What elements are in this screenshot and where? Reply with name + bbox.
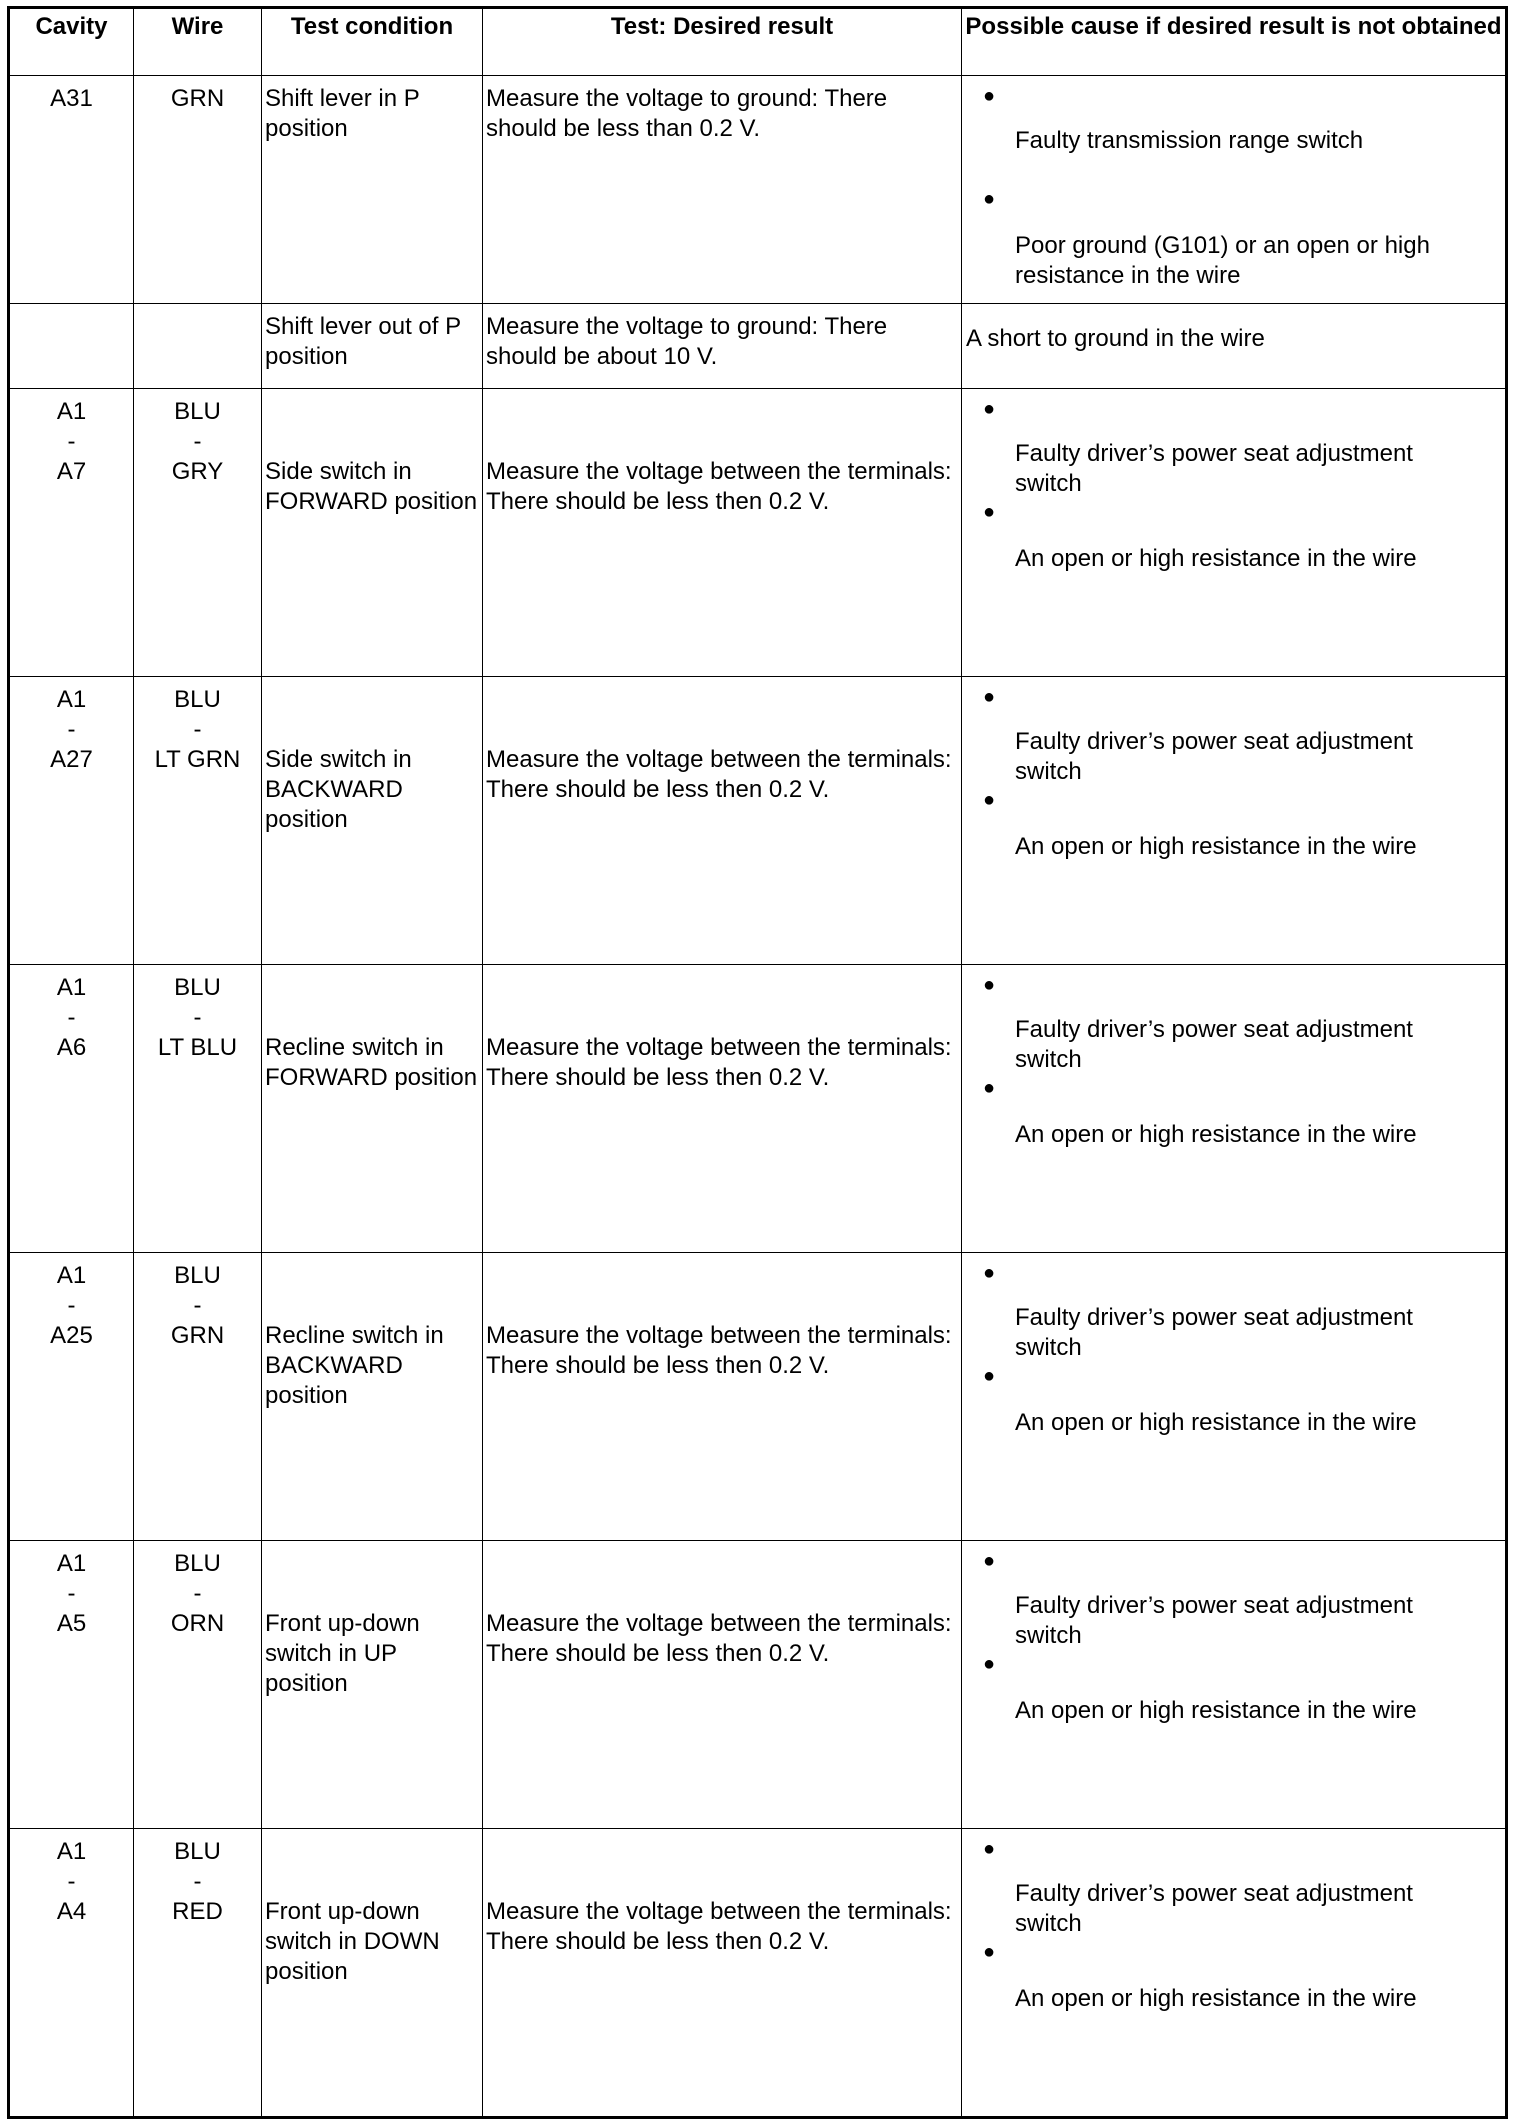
possible-cause-cell [962, 389, 1507, 677]
desired-result-line: Measure the voltage between the terminals: [486, 458, 952, 485]
test-condition-cell: Shift lever out of P position [262, 304, 483, 389]
cavity-cell [9, 76, 134, 304]
desired-result-line: Measure the voltage to ground: There should be less than 0.2 V. [486, 85, 888, 142]
desired-result-cell [483, 76, 962, 304]
table-row [9, 965, 1507, 1253]
table-row [9, 1541, 1507, 1829]
desired-result-line: Measure the voltage between the terminals: [486, 1322, 952, 1349]
wire-value: GRN [170, 85, 225, 112]
wire-cell [134, 677, 262, 965]
bullet-icon: ● [983, 1550, 996, 1572]
test-condition-cell: Recline switch in BACKWARD position [262, 1253, 483, 1541]
bullet-icon: ● [983, 398, 996, 420]
wire-cell [134, 1253, 262, 1541]
cavity-value: A7 [56, 458, 87, 485]
table-row [9, 1253, 1507, 1541]
bullet-icon: ● [983, 501, 996, 523]
cavity-value: - [67, 1292, 76, 1319]
cavity-value: A1 [56, 1262, 87, 1289]
cavity-cell [9, 1253, 134, 1541]
bullet-icon: ● [983, 789, 996, 811]
wire-value: - [193, 1868, 202, 1895]
test-condition-cell: Shift lever in P position [262, 76, 483, 304]
test-condition-cell: Front up-down switch in UP position [262, 1541, 483, 1829]
header-row [9, 8, 1507, 76]
wire-cell [134, 965, 262, 1253]
wire-value: - [193, 428, 202, 455]
table-row [9, 1829, 1507, 2118]
wire-value: GRY [171, 458, 224, 485]
desired-result-line: Measure the voltage to ground: There should be about 10 V. [486, 313, 888, 370]
table-body [9, 76, 1507, 2118]
wire-cell [134, 1829, 262, 2118]
cavity-value: A31 [50, 85, 93, 112]
header-possible-cause: Possible cause if desired result is not obtained [962, 8, 1507, 76]
desired-result-cell [483, 304, 962, 389]
header-cavity: Cavity [9, 8, 134, 76]
wire-cell [134, 76, 262, 304]
possible-cause-item: Poor ground (G101) or an open or high resistance in the wire [1015, 232, 1430, 289]
desired-result-cell [483, 677, 962, 965]
desired-result-line: There should be less then 0.2 V. [486, 1928, 830, 1955]
table-row [9, 677, 1507, 965]
desired-result-cell [483, 389, 962, 677]
test-condition-cell: Front up-down switch in DOWN position [262, 1829, 483, 2118]
desired-result-line: Measure the voltage between the terminals: [486, 746, 952, 773]
header-test-condition: Test condition [262, 8, 483, 76]
bullet-icon: ● [983, 188, 996, 210]
header-desired-result: Test: Desired result [483, 8, 962, 76]
cavity-cell [9, 389, 134, 677]
wire-value: RED [172, 1898, 223, 1925]
desired-result-line: There should be less then 0.2 V. [486, 1640, 830, 1667]
cavity-value: - [67, 716, 76, 743]
possible-cause-item: Faulty driver’s power seat adjustment switch [1015, 440, 1413, 497]
possible-cause-cell [962, 1253, 1507, 1541]
wire-cell [134, 1541, 262, 1829]
table-row [9, 389, 1507, 677]
possible-cause-item: An open or high resistance in the wire [1015, 833, 1417, 860]
cavity-cell [9, 304, 134, 389]
cavity-value: A1 [56, 1550, 87, 1577]
cavity-value: A27 [50, 746, 93, 773]
possible-cause-item: An open or high resistance in the wire [1015, 1121, 1417, 1148]
possible-cause-item: Faulty driver’s power seat adjustment switch [1015, 1592, 1413, 1649]
cavity-value: A1 [56, 398, 87, 425]
wire-value: ORN [170, 1610, 225, 1637]
wire-cell [134, 304, 262, 389]
cavity-value: - [67, 1580, 76, 1607]
desired-result-cell [483, 1253, 962, 1541]
possible-cause-item: An open or high resistance in the wire [1015, 1985, 1417, 2012]
wire-value: BLU [174, 686, 221, 713]
wire-value: - [193, 1292, 202, 1319]
desired-result-line: Measure the voltage between the terminals: [486, 1610, 952, 1637]
desired-result-line: Measure the voltage between the terminals: [486, 1034, 952, 1061]
bullet-icon: ● [983, 1262, 996, 1284]
wire-value: BLU [174, 1262, 221, 1289]
table-row [9, 304, 1507, 389]
cavity-value: A1 [56, 974, 87, 1001]
test-condition-cell: Recline switch in FORWARD position [262, 965, 483, 1253]
bullet-icon: ● [983, 1077, 996, 1099]
test-table [7, 6, 1508, 2119]
desired-result-cell [483, 1541, 962, 1829]
wire-value: BLU [174, 1838, 221, 1865]
possible-cause-item: An open or high resistance in the wire [1015, 1697, 1417, 1724]
cavity-value: - [67, 1004, 76, 1031]
wire-value: - [193, 1004, 202, 1031]
header-wire: Wire [134, 8, 262, 76]
possible-cause-cell: A short to ground in the wire [962, 304, 1507, 389]
cavity-cell [9, 1829, 134, 2118]
cavity-value: A6 [56, 1034, 87, 1061]
desired-result-line: There should be less then 0.2 V. [486, 776, 830, 803]
cavity-value: A25 [50, 1322, 93, 1349]
bullet-icon: ● [983, 85, 996, 107]
wire-value: GRN [170, 1322, 225, 1349]
possible-cause-cell [962, 677, 1507, 965]
possible-cause-item: Faulty driver’s power seat adjustment switch [1015, 1304, 1413, 1361]
wire-value: LT GRN [154, 746, 241, 773]
desired-result-cell [483, 1829, 962, 2118]
wire-cell [134, 389, 262, 677]
bullet-icon: ● [983, 1365, 996, 1387]
bullet-icon: ● [983, 1838, 996, 1860]
cavity-cell [9, 677, 134, 965]
cavity-value: A5 [56, 1610, 87, 1637]
test-condition-cell: Side switch in BACKWARD position [262, 677, 483, 965]
table-row [9, 76, 1507, 304]
bullet-icon: ● [983, 1653, 996, 1675]
desired-result-line: There should be less then 0.2 V. [486, 1352, 830, 1379]
wire-value: - [193, 716, 202, 743]
test-condition-cell: Side switch in FORWARD position [262, 389, 483, 677]
possible-cause-cell [962, 1829, 1507, 2118]
desired-result-line: There should be less then 0.2 V. [486, 1064, 830, 1091]
possible-cause-cell [962, 965, 1507, 1253]
bullet-icon: ● [983, 1941, 996, 1963]
bullet-icon: ● [983, 686, 996, 708]
cavity-value: - [67, 428, 76, 455]
possible-cause-item: An open or high resistance in the wire [1015, 545, 1417, 572]
possible-cause-item: Faulty transmission range switch [1015, 127, 1364, 154]
desired-result-line: Measure the voltage between the terminals: [486, 1898, 952, 1925]
wire-value: BLU [174, 398, 221, 425]
possible-cause-item: Faulty driver’s power seat adjustment switch [1015, 1016, 1413, 1073]
cavity-cell [9, 965, 134, 1253]
cavity-value: A4 [56, 1898, 87, 1925]
possible-cause-item: Faulty driver’s power seat adjustment switch [1015, 728, 1413, 785]
cavity-value: - [67, 1868, 76, 1895]
possible-cause-item: An open or high resistance in the wire [1015, 1409, 1417, 1436]
wire-value: - [193, 1580, 202, 1607]
wire-value: BLU [174, 974, 221, 1001]
wire-value: BLU [174, 1550, 221, 1577]
possible-cause-cell [962, 1541, 1507, 1829]
bullet-icon: ● [983, 974, 996, 996]
possible-cause-item: Faulty driver’s power seat adjustment switch [1015, 1880, 1413, 1937]
wire-value: LT BLU [157, 1034, 238, 1061]
desired-result-cell [483, 965, 962, 1253]
desired-result-line: There should be less then 0.2 V. [486, 488, 830, 515]
cavity-value: A1 [56, 1838, 87, 1865]
possible-cause-cell [962, 76, 1507, 304]
cavity-cell [9, 1541, 134, 1829]
cavity-value: A1 [56, 686, 87, 713]
